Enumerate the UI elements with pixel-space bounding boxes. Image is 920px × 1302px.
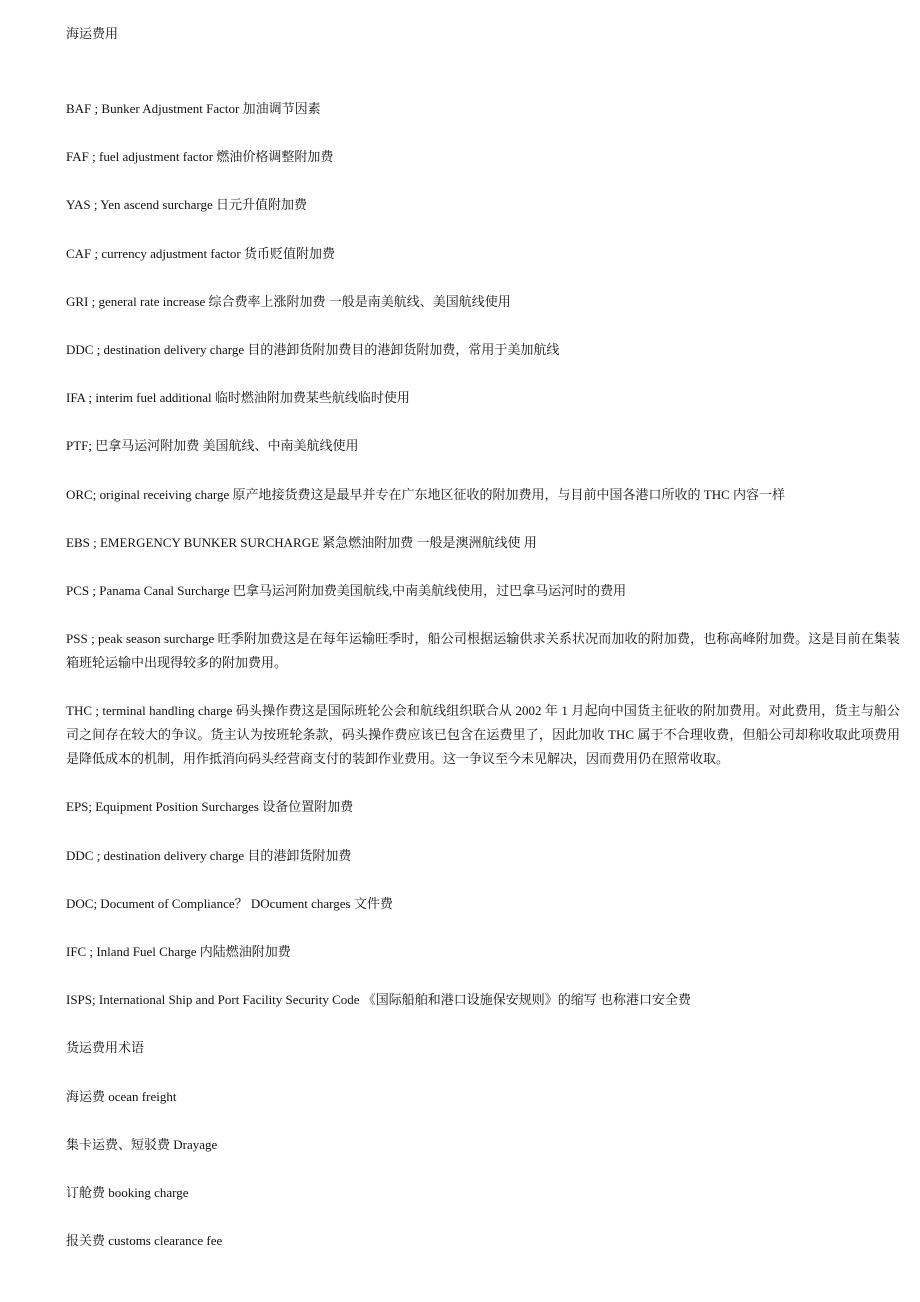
term-thc: THC ; terminal handling charge 码头操作费这是国际班轮公会和航线组织联合从 2002 年 1 月起向中国货主征收的附加费用。对此费用，货主与船公司之间存在较大的争议。货主认为按班轮条款，码头操作费应该已包含在运费里了，因此加收 THC 属于不合理收费，但船公司却称收取此项费用是降低成本的机制，用作抵消向码头经营商支付的装卸作业费用。这一争议至今未见解决，因而费用仍在照常收取。 — [66, 703, 900, 767]
term-ddc-2: DDC ; destination delivery charge 目的港卸货附加费 — [66, 847, 352, 863]
term-booking-charge: 订舱费 booking charge — [66, 1184, 189, 1200]
term-isps: ISPS; International Ship and Port Facility Security Code 《国际船舶和港口设施保安规则》的缩写 也称港口安全费 — [66, 992, 692, 1008]
document-page — [66, 24, 900, 1253]
term-ifa: IFA ; interim fuel additional 临时燃油附加费某些航线临时使用 — [66, 390, 410, 406]
term-yas: YAS ; Yen ascend surcharge 日元升值附加费 — [66, 197, 307, 213]
term-faf: FAF ; fuel adjustment factor 燃油价格调整附加费 — [66, 149, 334, 165]
term-pcs: PCS ; Panama Canal Surcharge 巴拿马运河附加费美国航线,中南美航线使用，过巴拿马运河时的费用 — [66, 582, 627, 598]
section-heading: 货运费用术语 — [66, 1040, 145, 1056]
term-baf: BAF ; Bunker Adjustment Factor 加油调节因素 — [66, 101, 321, 116]
term-ifc: IFC ; Inland Fuel Charge 内陆燃油附加费 — [66, 944, 291, 959]
term-ddc: DDC ; destination delivery charge 目的港卸货附加费目的港卸货附加费，常用于美加航线 — [66, 341, 560, 357]
term-caf: CAF ; currency adjustment factor 货币贬值附加费 — [66, 245, 335, 261]
term-customs-clearance-fee: 报关费 customs clearance fee — [66, 1233, 223, 1249]
term-gri: GRI ; general rate increase 综合费率上涨附加费 一般是南美航线、美国航线使用 — [66, 293, 511, 309]
term-eps: EPS; Equipment Position Surcharges 设备位置附加费 — [66, 799, 354, 815]
document-title: 海运费用 — [66, 26, 119, 41]
term-orc: ORC; original receiving charge 原产地接货费这是最早并专在广东地区征收的附加费用，与目前中国各港口所收的 THC 内容一样 — [66, 486, 786, 502]
term-pss: PSS ; peak season surcharge 旺季附加费这是在每年运输旺季时，船公司根据运输供求关系状况而加收的附加费，也称高峰附加费。这是目前在集装箱班轮运输中出现得较多的附加费用。 — [66, 631, 900, 671]
term-drayage: 集卡运费、短驳费 Drayage — [66, 1136, 218, 1152]
term-ptf: PTF; 巴拿马运河附加费 美国航线、中南美航线使用 — [66, 438, 359, 454]
term-ocean-freight: 海运费 ocean freight — [66, 1088, 177, 1104]
term-doc: DOC; Document of Compliance？ DOcument charges 文件费 — [66, 895, 393, 911]
term-ebs: EBS ; EMERGENCY BUNKER SURCHARGE 紧急燃油附加费 一般是澳洲航线使 用 — [66, 534, 537, 550]
